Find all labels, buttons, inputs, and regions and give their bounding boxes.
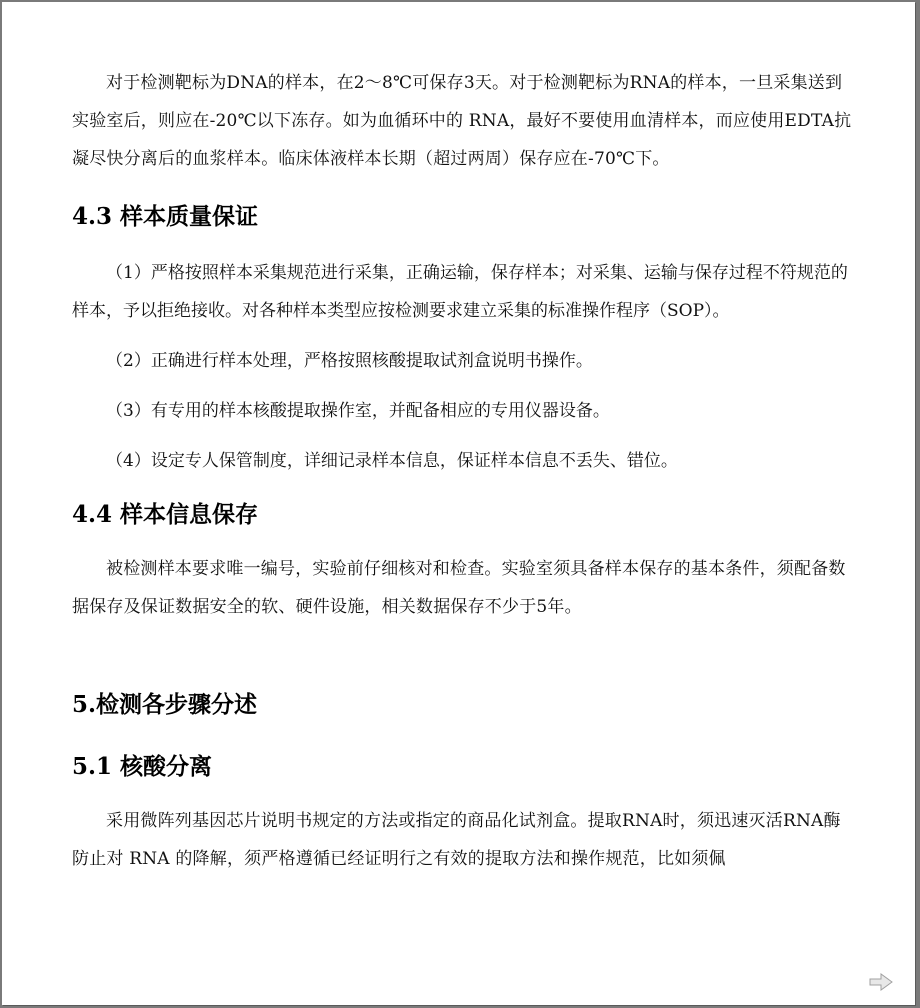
heading-5: 5.检测各步骤分述 <box>72 691 258 718</box>
list-item: （3）有专用的样本核酸提取操作室，并配备相应的专用仪器设备。 <box>106 401 610 421</box>
paragraph-info-storage: 被检测样本要求唯一编号，实验前仔细核对和检查。实验室须具备样本保存的基本条件，须配备数据保存及保证数据安全的软、硬件设施，相关数据保存不少于5年。 <box>72 559 846 617</box>
heading-4-4: 4.4 样本信息保存 <box>72 501 259 528</box>
heading-4-3: 4.3 样本质量保证 <box>72 203 259 230</box>
next-page-arrow-icon[interactable] <box>869 973 893 991</box>
page-content <box>72 64 856 878</box>
paragraph-nucleic-acid: 采用微阵列基因芯片说明书规定的方法或指定的商品化试剂盒。提取RNA时，须迅速灭活RNA酶防止对 RNA 的降解，须严格遵循已经证明行之有效的提取方法和操作规范，比如须佩 <box>72 811 841 869</box>
list-item: （2）正确进行样本处理，严格按照核酸提取试剂盒说明书操作。 <box>106 351 593 371</box>
document-page <box>2 2 915 1005</box>
list-item: （1）严格按照样本采集规范进行采集，正确运输，保存样本；对采集、运输与保存过程不符规范的样本，予以拒绝接收。对各种样本类型应按检测要求建立采集的标准操作程序（SOP）。 <box>72 263 848 321</box>
paragraph-storage: 对于检测靶标为DNA的样本，在2～8℃可保存3天。对于检测靶标为RNA的样本，一旦采集送到实验室后，则应在-20℃以下冻存。如为血循环中的 RNA，最好不要使用血清样本，而应使用EDTA抗凝尽快分离后的血浆样本。临床体液样本长期（超过两周）保存应在-70℃下。 <box>72 73 852 169</box>
heading-5-1: 5.1 核酸分离 <box>72 753 213 780</box>
list-item: （4）设定专人保管制度，详细记录样本信息，保证样本信息不丢失、错位。 <box>106 451 678 471</box>
